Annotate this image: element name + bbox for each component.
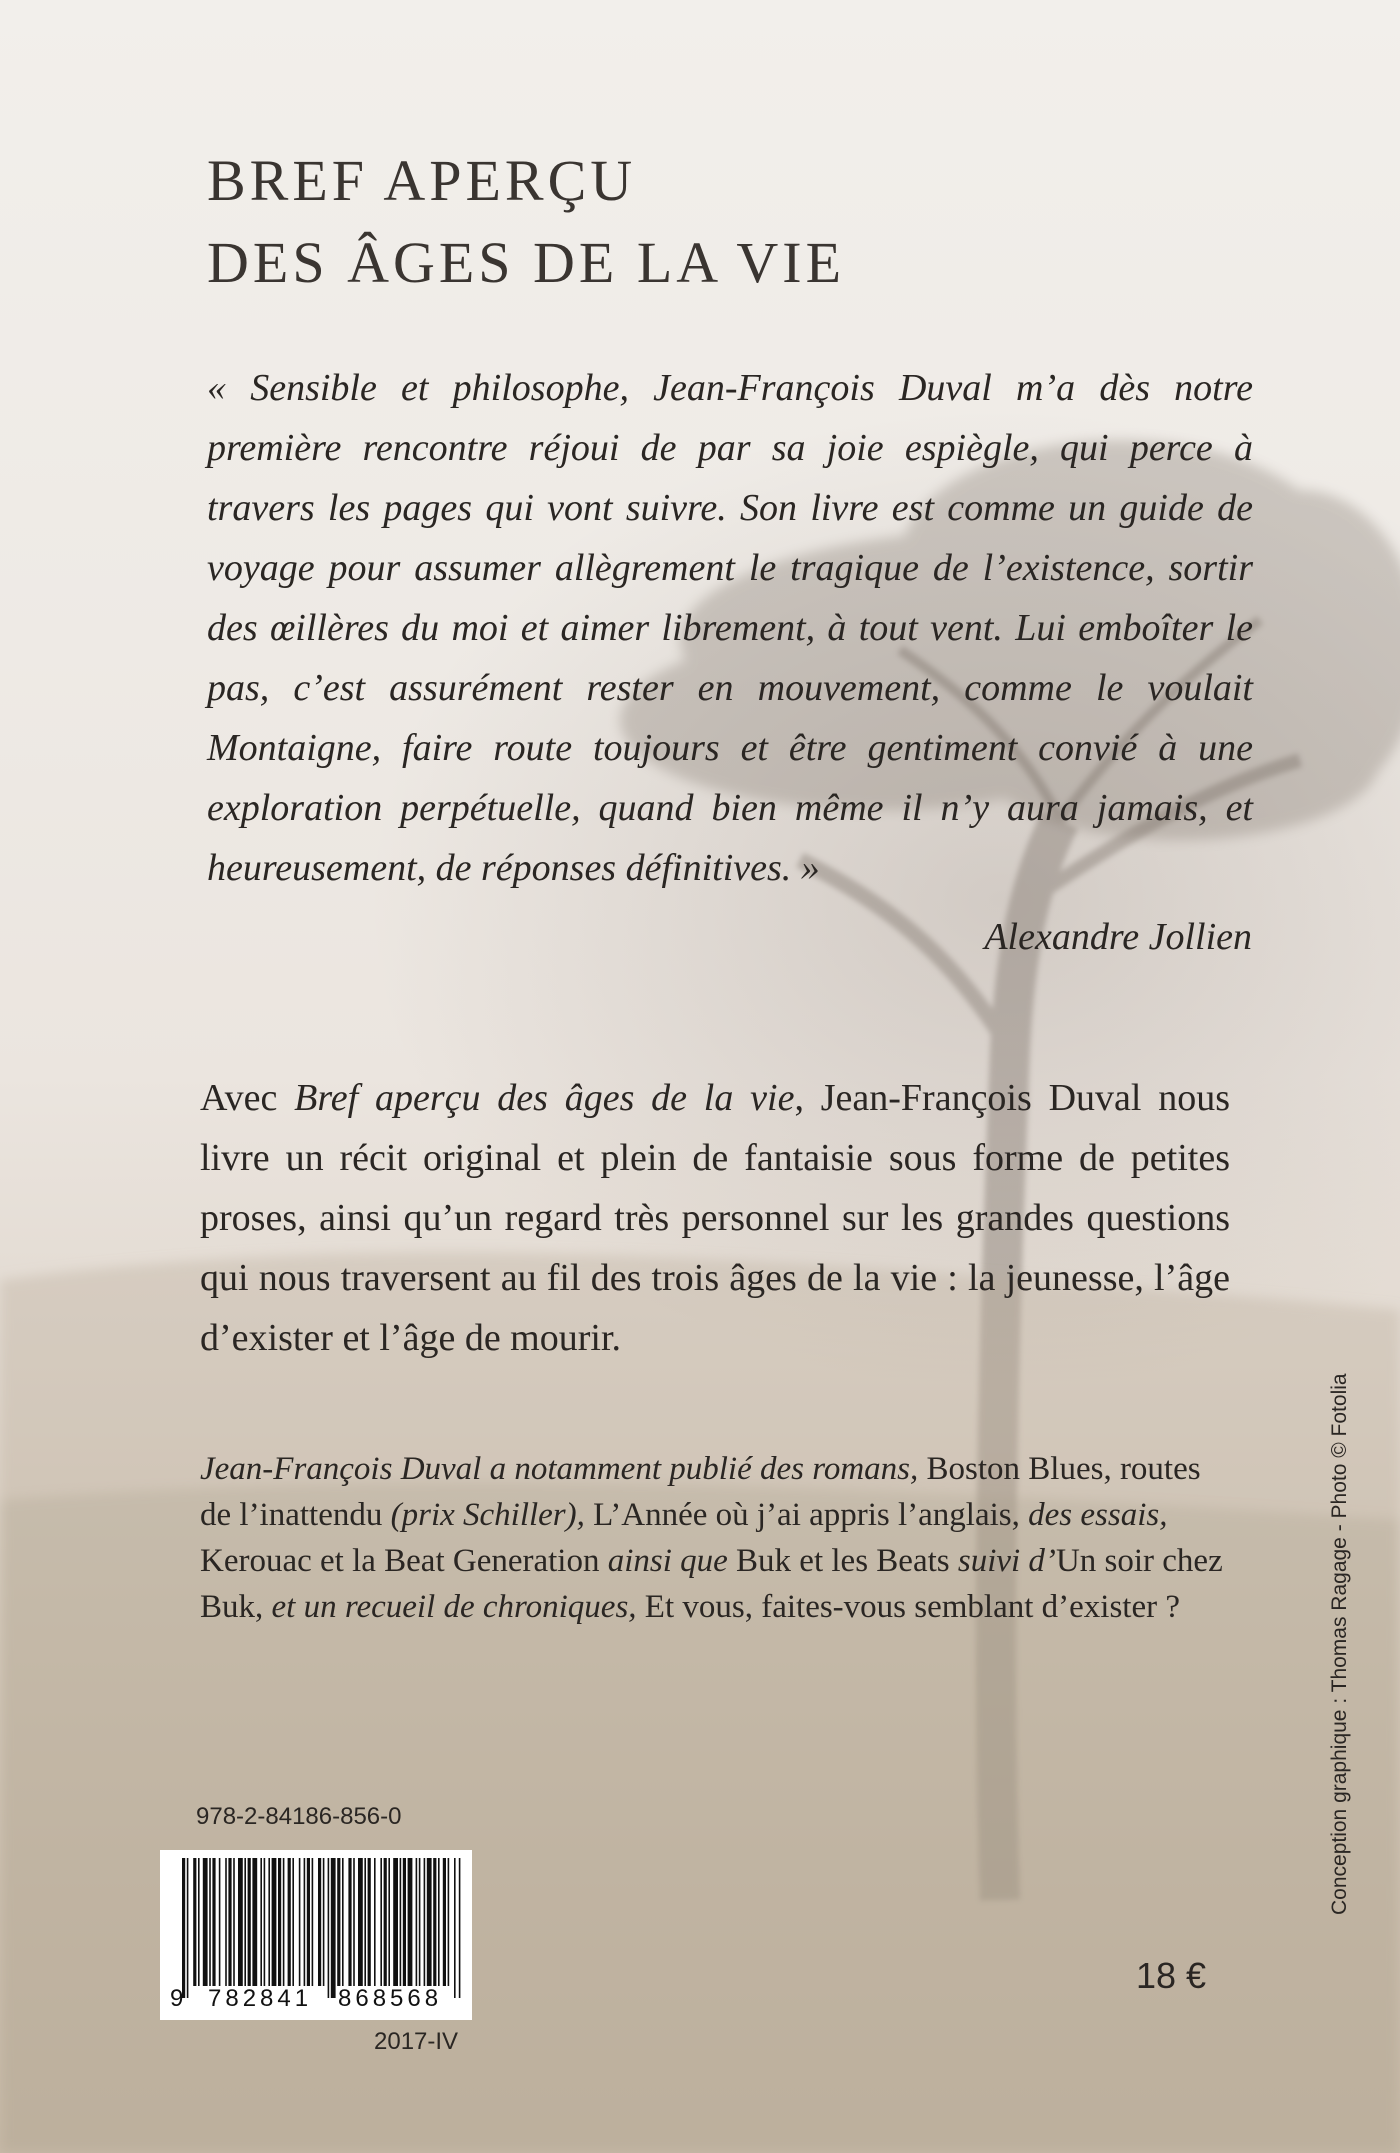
bio-part: ainsi que xyxy=(607,1543,728,1579)
barcode-bar xyxy=(304,1858,306,1986)
barcode-bar xyxy=(238,1858,243,1986)
barcode-bar xyxy=(353,1858,355,1986)
barcode-digits xyxy=(170,1985,470,2013)
barcode-bar xyxy=(384,1858,387,1986)
bio-title: L’Année où j’ai appris l’anglais, xyxy=(584,1497,1020,1533)
barcode-group-2: 868568 xyxy=(338,1985,443,2012)
barcode-bar xyxy=(312,1858,314,1986)
book-summary xyxy=(200,1068,1230,1368)
barcode-bar xyxy=(182,1858,185,1998)
barcode-bar xyxy=(374,1858,376,1986)
barcode-bar xyxy=(393,1858,398,1986)
barcode-bar xyxy=(337,1858,340,1986)
barcode-bar xyxy=(416,1858,418,1986)
bio-title: Boston Blues, routes de l’inattendu xyxy=(200,1451,1201,1533)
barcode-bar xyxy=(424,1858,426,1986)
bio-part: suivi d’ xyxy=(957,1543,1056,1579)
barcode-bar xyxy=(388,1858,390,1986)
barcode-bar xyxy=(260,1858,262,1986)
barcode-bar xyxy=(272,1858,277,1986)
photo-credit: Conception graphique : Thomas Ragage - Photo © Fotolia xyxy=(1328,1373,1351,1915)
barcode-bar xyxy=(348,1858,351,1986)
barcode-bar xyxy=(187,1858,189,1998)
barcode-bar xyxy=(438,1858,440,1986)
barcode-bar xyxy=(433,1858,436,1986)
price: 18 € xyxy=(1136,1955,1207,1996)
barcode-bar xyxy=(209,1858,211,1986)
barcode-bar xyxy=(203,1858,208,1986)
barcode-bar xyxy=(380,1858,382,1986)
barcode-bar xyxy=(400,1858,402,1986)
barcode-bar xyxy=(364,1858,366,1986)
barcode-bar xyxy=(299,1858,301,1986)
summary-book-title: Bref aperçu des âges de la vie xyxy=(294,1077,795,1119)
barcode-bar xyxy=(443,1858,446,1986)
barcode-bar xyxy=(233,1858,235,1986)
barcode-bar xyxy=(328,1858,330,1998)
barcode-bar xyxy=(268,1858,270,1986)
barcode-bar xyxy=(278,1858,281,1986)
summary-text: , Jean-François Duval nous livre un récit original et plein de fantaisie sous forme de petites proses, ainsi qu’un regard très personnel sur les grandes questions qui nous traversent au fil des trois âges de la vie : la jeunesse, l’âge d’exister et l’âge de mourir. xyxy=(200,1077,1231,1359)
barcode-bar xyxy=(228,1858,231,1986)
endorsement-quote: « Sensible et philosophe, Jean-François Duval m’a dès notre première rencontre réjoui de par sa joie espiègle, qui perce à travers les pages qui vont suivre. Son livre est comme un guide de voyage pour assumer allègrement le tragique de l’existence, sortir des œillères du moi et aimer librement, à tout vent. Lui emboîter le pas, c’est assurément rester en mouvement, comme le voulait Montaigne, faire route toujours et être gentiment convié à une exploration perpétuelle, quand bien même il n’y aura jamais, et heureusement, de réponses définitives. » xyxy=(207,367,1253,889)
bio-title: Un soir chez Buk, xyxy=(200,1543,1223,1625)
barcode-bar xyxy=(193,1858,196,1986)
bio-title: Et vous, faites-vous semblant d’exister ? xyxy=(636,1589,1180,1625)
barcode-first-digit: 9 xyxy=(170,1985,184,2012)
barcode-bar xyxy=(252,1858,257,1986)
barcode-bar xyxy=(292,1858,294,1986)
title-line-2: DES ÂGES DE LA VIE xyxy=(207,230,846,295)
bio-title: Buk et les Beats xyxy=(727,1543,958,1579)
barcode-bar xyxy=(331,1858,336,1998)
isbn-number: 978-2-84186-856-0 xyxy=(196,1803,402,1830)
quote-author: Alexandre Jollien xyxy=(984,916,1252,958)
barcode-bar xyxy=(323,1858,325,1986)
barcode-bar xyxy=(248,1858,251,1986)
barcode-bar xyxy=(307,1858,310,1986)
barcode-bar xyxy=(219,1858,221,1986)
edition-code: 2017-IV xyxy=(374,2028,459,2055)
barcode-bar xyxy=(427,1858,432,1986)
summary-prefix: Avec xyxy=(200,1077,295,1119)
barcode-bar xyxy=(448,1858,450,1986)
bio-part: des essais, xyxy=(1019,1497,1168,1533)
title-line-1: BREF APERÇU xyxy=(207,148,637,213)
barcode-group-1: 782841 xyxy=(208,1985,313,2012)
bio-part: Jean-François Duval a notamment publié des romans, xyxy=(200,1451,919,1487)
bio-part: (prix Schiller), xyxy=(390,1497,585,1533)
bio-title: Kerouac et la Beat Generation xyxy=(200,1543,608,1579)
barcode-bar xyxy=(212,1858,215,1986)
barcode-bar xyxy=(408,1858,413,1986)
author-bio xyxy=(200,1446,1225,1630)
barcode-bar xyxy=(358,1858,363,1986)
barcode-bar xyxy=(403,1858,406,1986)
barcode-bar xyxy=(459,1858,461,1998)
book-title xyxy=(207,140,845,304)
barcode-bar xyxy=(264,1858,266,1986)
barcode-bar xyxy=(342,1858,344,1986)
barcode-bar xyxy=(454,1858,456,1998)
barcode-bar xyxy=(368,1858,371,1986)
barcode-bar xyxy=(419,1858,421,1986)
barcode-bar xyxy=(283,1858,285,1986)
barcode-bar xyxy=(244,1858,246,1986)
barcode-bar xyxy=(288,1858,291,1986)
barcode-bar xyxy=(318,1858,321,1986)
barcode-bar xyxy=(198,1858,200,1986)
bio-part: et un recueil de chroniques, xyxy=(263,1589,637,1625)
barcode-bar xyxy=(225,1858,227,1986)
